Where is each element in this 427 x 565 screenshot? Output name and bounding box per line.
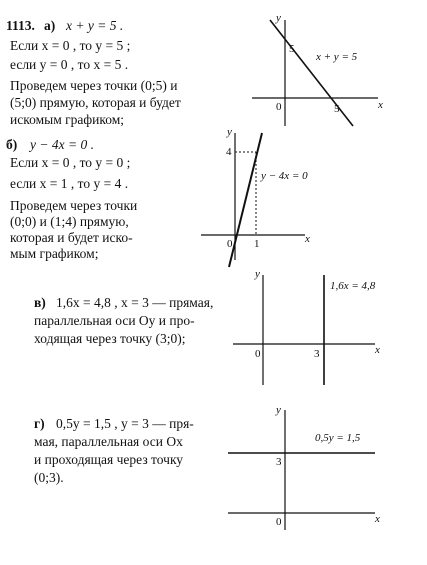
graph-b-y-label: y [227,126,232,138]
part-c-line-2: параллельная оси Oy и про- [34,313,195,328]
part-a-line-3: Проведем через точки (0;5) и [10,78,178,93]
problem-number: 1113. [6,18,35,33]
part-b-line-5: которая и будет иско- [10,230,133,245]
part-b-equation: y − 4x = 0 . [30,137,94,152]
part-b-line-4: (0;0) и (1;4) прямую, [10,214,129,229]
part-d-line-2: мая, параллельная оси Ox [34,434,183,449]
graph-d-y-label: y [276,404,281,416]
part-b-line-2: если x = 1 , то y = 4 . [10,176,129,191]
graph-a-y-tick: 5 [289,43,295,55]
graph-a-line [270,20,353,126]
graph-a [240,8,390,138]
graph-a-origin: 0 [276,101,282,113]
part-a-line-2: если y = 0 , то x = 5 . [10,57,129,72]
graph-c [225,265,385,390]
part-a-line-4: (5;0) прямую, которая и будет [10,95,181,110]
part-a-equation: x + y = 5 . [66,18,124,33]
part-c-label: в) [34,295,46,310]
graph-b-line-label: y − 4x = 0 [261,170,308,182]
graph-a-line-label: x + y = 5 [316,51,358,63]
graph-c-x-label: x [375,344,380,356]
graph-b-x-tick: 1 [254,238,260,250]
part-b-line-3: Проведем через точки [10,198,138,213]
part-b-label: б) [6,137,18,152]
graph-d-x-label: x [375,513,380,525]
graph-d-line-label: 0,5y = 1,5 [315,432,361,444]
part-a-line-5: искомым графиком; [10,112,125,127]
graph-c-line-label: 1,6x = 4,8 [330,280,376,292]
part-b-line-6: мым графиком; [10,246,99,261]
graph-a-x-tick: 5 [334,103,340,115]
part-c-line-3: ходящая через точку (3;0); [34,331,186,346]
part-d-line-4: (0;3). [34,470,64,485]
part-d-line-1: 0,5y = 1,5 , y = 3 — пря- [56,416,194,431]
part-d-line-3: и проходящая через точку [34,452,184,467]
graph-c-x-tick: 3 [314,348,320,360]
part-b-line-1: Если x = 0 , то y = 0 ; [10,155,131,170]
graph-c-y-label: y [255,268,260,280]
part-a-line-1: Если x = 0 , то y = 5 ; [10,38,131,53]
graph-c-origin: 0 [255,348,261,360]
graph-d [220,405,400,535]
part-a-label: а) [44,18,56,33]
graph-d-origin: 0 [276,516,282,528]
graph-b-origin: 0 [227,238,233,250]
graph-b-y-tick: 4 [226,146,232,158]
part-d-label: г) [34,416,45,431]
graph-a-y-label: y [276,12,281,24]
graph-a-x-label: x [378,99,383,111]
graph-b [195,125,335,270]
graph-d-y-tick: 3 [276,456,282,468]
part-c-line-1: 1,6x = 4,8 , x = 3 — прямая, [56,295,214,310]
graph-b-x-label: x [305,233,310,245]
